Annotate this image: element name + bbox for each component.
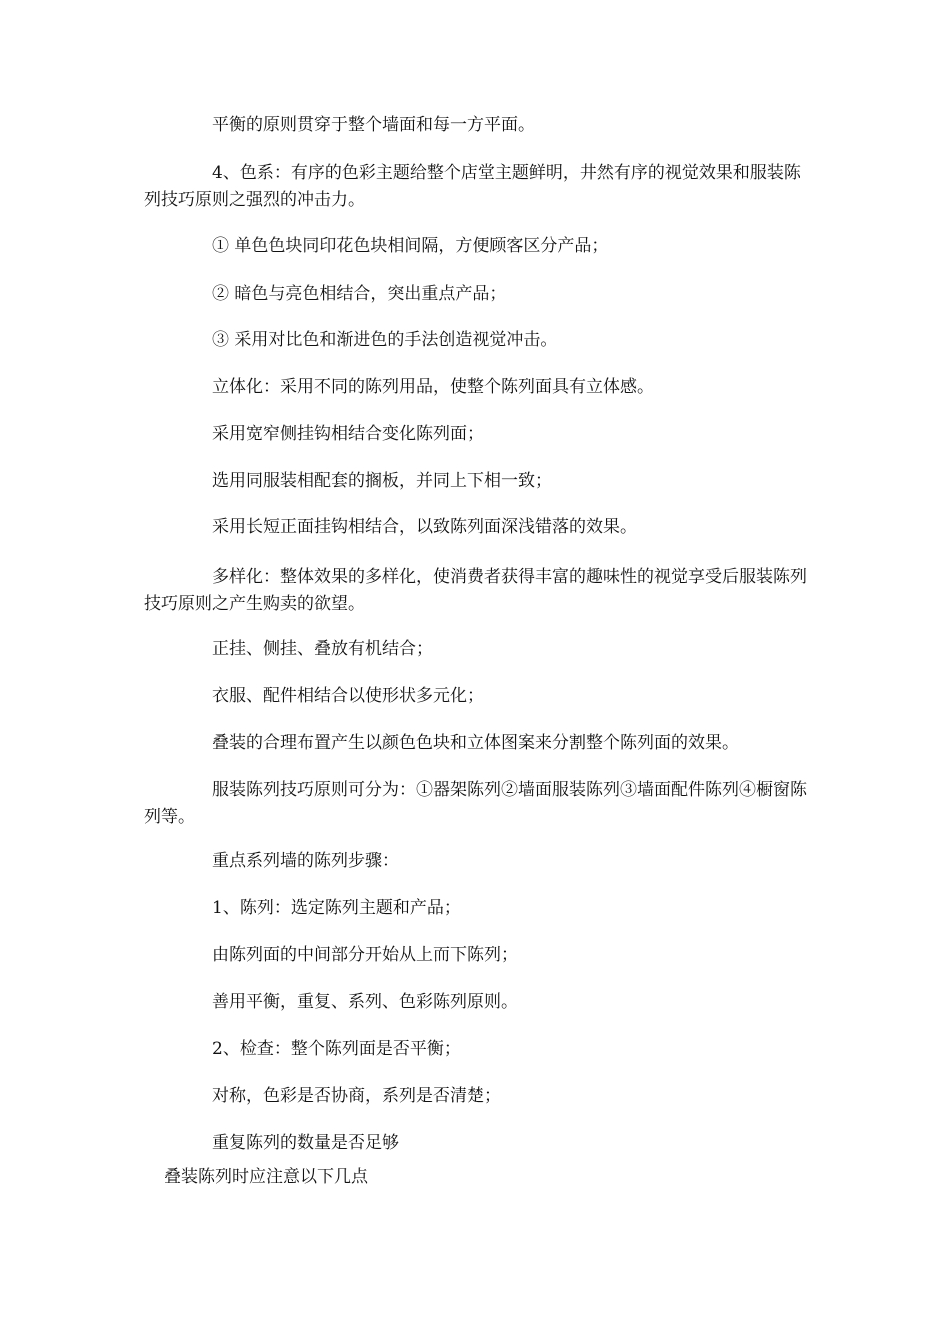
paragraph-step-1: 1、陈列：选定陈列主题和产品；: [212, 898, 461, 918]
paragraph-step-1-detail-a: 由陈列面的中间部分开始从上而下陈列；: [212, 945, 518, 965]
paragraph-diversity-item-2: 衣服、配件相结合以使形状多元化；: [212, 686, 484, 706]
paragraph-steps-heading: 重点系列墙的陈列步骤：: [212, 851, 399, 871]
paragraph-step-2-detail-b: 重复陈列的数量是否足够: [212, 1133, 399, 1153]
paragraph-3d-item-3: 采用长短正面挂钩相结合，以致陈列面深浅错落的效果。: [212, 517, 637, 537]
paragraph-3d-item-1: 采用宽窄侧挂钩相结合变化陈列面；: [212, 424, 484, 444]
paragraph-step-2: 2、检查：整个陈列面是否平衡；: [212, 1039, 461, 1059]
paragraph-color-item-1: ① 单色色块同印花色块相间隔，方便顾客区分产品；: [212, 236, 609, 256]
paragraph-diversity: 多样化：整体效果的多样化，使消费者获得丰富的趣味性的视觉享受后服装陈列技巧原则之产生购卖的欲望。: [144, 567, 807, 614]
paragraph-color-item-2: ② 暗色与亮色相结合，突出重点产品；: [212, 284, 507, 304]
paragraph-stacking-notes: 叠装陈列时应注意以下几点: [164, 1167, 368, 1187]
paragraph-step-2-detail-a: 对称，色彩是否协商，系列是否清楚；: [212, 1086, 501, 1106]
paragraph-3d-item-2: 选用同服装相配套的搁板，并同上下相一致；: [212, 471, 552, 491]
paragraph-display-categories: 服装陈列技巧原则可分为：①器架陈列②墙面服装陈列③墙面配件陈列④橱窗陈列等。: [144, 780, 807, 827]
paragraph-step-1-detail-b: 善用平衡，重复、系列、色彩陈列原则。: [212, 992, 518, 1012]
paragraph-color-system: 4、色系：有序的色彩主题给整个店堂主题鲜明，井然有序的视觉效果和服装陈列技巧原则之强烈的冲击力。: [144, 163, 801, 210]
paragraph-balance-principle: 平衡的原则贯穿于整个墙面和每一方平面。: [212, 115, 535, 135]
paragraph-diversity-item-1: 正挂、侧挂、叠放有机结合；: [212, 639, 433, 659]
paragraph-diversity-item-3: 叠装的合理布置产生以颜色色块和立体图案来分割整个陈列面的效果。: [212, 733, 739, 753]
paragraph-3d: 立体化：采用不同的陈列用品，使整个陈列面具有立体感。: [212, 377, 654, 397]
paragraph-color-item-3: ③ 采用对比色和渐进色的手法创造视觉冲击。: [212, 330, 558, 350]
